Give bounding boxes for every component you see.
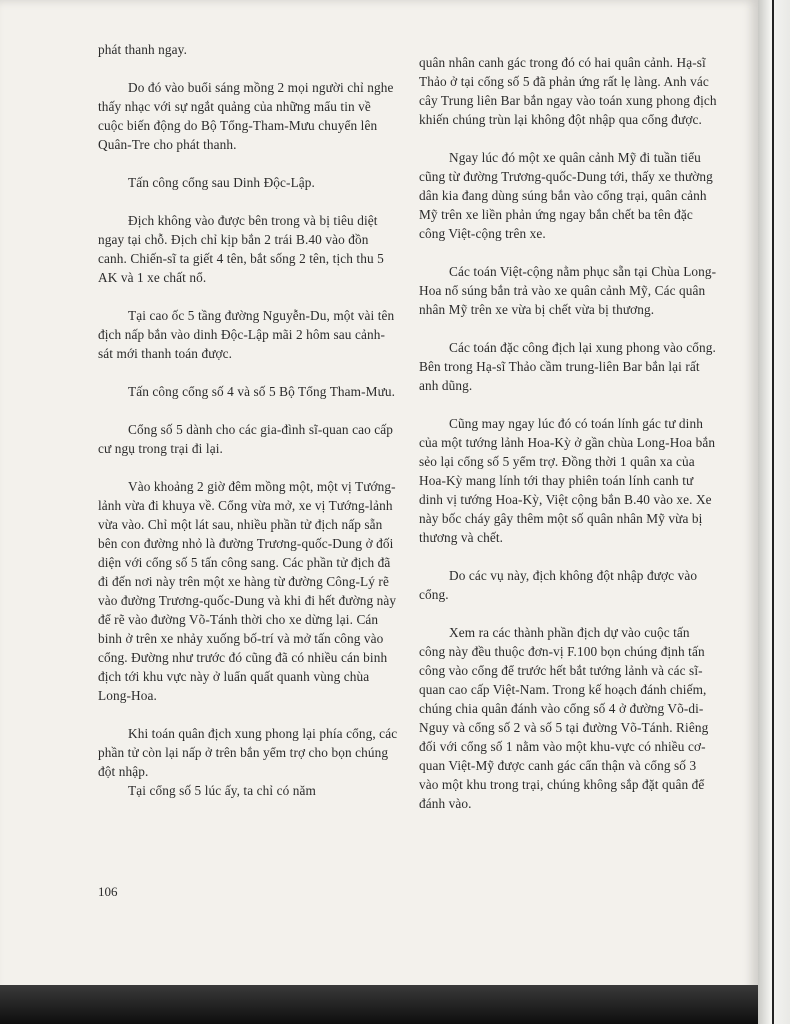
paragraph: Các toán Việt-cộng nằm phục sẵn tại Chùa Long-Hoa nổ súng bắn trả vào xe quân cảnh Mỹ, Các quân nhân Mỹ trên xe vừa bị chết vừa bị thương. xyxy=(419,264,717,317)
paragraph: Tại cổng số 5 lúc ấy, ta chỉ có năm xyxy=(128,783,316,798)
paragraph: Các toán đặc công địch lại xung phong vào cổng. Bên trong Hạ-sĩ Thảo cầm trung-liên Bar bắn lại rất anh dũng. xyxy=(419,340,716,393)
paragraph: quân nhân canh gác trong đó có hai quân cảnh. Hạ-sĩ Thảo ở tại cổng số 5 đã phản ứng rất lẹ làng. Anh vác cây Trung liên Bar bắn ngay vào toán xung phong địch khiến chúng trùn lại không đột nhập qua cổng được. xyxy=(419,55,717,127)
page-number: 106 xyxy=(98,884,118,899)
paragraph: Xem ra các thành phần địch dự vào cuộc tấn công này đều thuộc đơn-vị F.100 bọn chúng định tấn công vào cổng để trước hết bắt tướng lảnh và các sĩ-quan cao cấp Việt-Nam. Trong kế hoạch đánh chiếm, chúng chia quân đánh vào cổng số 4 ở đường Võ-di-Nguy và cổng số 2 và số 5 tại đường Võ-Tánh. Riêng đối với cổng số 1 nằm vào một khu-vực có nhiều cơ-quan Việt-Mỹ được canh gác cẩn thận và cổng số 3 vào một khu trong trại, chúng không sắp đặt quân để đánh vào. xyxy=(419,625,709,811)
paragraph: Ngay lúc đó một xe quân cảnh Mỹ đi tuần tiểu cũng từ đường Trương-quốc-Dung tới, thấy xe thường dân kia đang dùng súng bắn vào cổng trại, quân cảnh Mỹ trên xe liền phản ứng ngay bắn chết ba tên đặc công Việt-cộng trên xe. xyxy=(419,150,713,241)
left-text-column xyxy=(98,40,398,819)
paragraph: Tại cao ốc 5 tầng đường Nguyễn-Du, một vài tên địch nấp bắn vào dinh Độc-Lập mãi 2 hôm sau cảnh-sát mới thanh toán được. xyxy=(98,308,395,361)
paragraph: Do đó vào buổi sáng mồng 2 mọi người chỉ nghe thấy nhạc với sự ngắt quảng của những mẩu tin về cuộc biến động do Bộ Tổng-Tham-Mưu chuyển lên Quân-Tre cho phát thanh. xyxy=(98,80,394,152)
paragraph: Cũng may ngay lúc đó có toán lính gác tư dinh của một tướng lảnh Hoa-Kỳ ở gần chùa Long-Hoa bắn sẻo lại cổng số 5 yểm trợ. Đồng thời 1 quân xa của Hoa-Kỳ mang lính tới thay phiên toán lính canh tư dinh vị tướng Hoa-Kỳ, Việt cộng bắn B.40 vào xe. Xe này bốc cháy gây thêm một số quân nhân Mỹ vừa bị thương và chết. xyxy=(419,416,716,545)
paragraph: phát thanh ngay. xyxy=(98,42,187,57)
next-page-edge xyxy=(758,0,790,1024)
section-heading: Tấn công cổng sau Dinh Độc-Lập. xyxy=(128,175,315,190)
paragraph: Vào khoảng 2 giờ đêm mồng một, một vị Tướng-lảnh vừa đi khuya về. Cổng vừa mở, xe vị Tướng-lảnh vừa vào. Chỉ một lát sau, nhiều phần tử địch nấp sẵn bên con đường nhỏ là đường Trương-quốc-Dung ở đối diện với cổng số 5 tấn công sang. Các phần tử địch đã đi đến nơi này trên một xe hàng từ đường Công-Lý rẽ vào đường Trương-quốc-Dung và khi đi hết đường này để rẽ vào đường Võ-Tánh thời cho xe dừng lại. Cán binh ở trên xe nhảy xuống bố-trí và mở tấn công vào cổng. Đường như trước đó cũng đã có nhiều cán binh địch tới khu vực này ở luẩn quất quanh vùng chùa Long-Hoa. xyxy=(98,479,397,703)
page-divider xyxy=(772,0,774,1024)
paragraph: Cổng số 5 dành cho các gia-đình sĩ-quan cao cấp cư ngụ trong trại đi lại. xyxy=(98,422,394,456)
paragraph: Địch không vào được bên trong và bị tiêu diệt ngay tại chỗ. Địch chỉ kịp bắn 2 trái B.40 vào đồn canh. Chiến-sĩ ta giết 4 tên, bắt sống 2 tên, tịch thu 5 AK và 1 xe chất nổ. xyxy=(98,213,384,285)
section-heading: Tấn công cổng số 4 và số 5 Bộ Tổng Tham-Mưu. xyxy=(128,384,396,399)
right-text-column xyxy=(419,53,719,832)
scan-shadow xyxy=(0,985,758,1024)
paragraph: Do các vụ này, địch không đột nhập được vào cổng. xyxy=(419,568,698,602)
paragraph: Khi toán quân địch xung phong lại phía cổng, các phần tử còn lại nấp ở trên bắn yểm trợ cho bọn chúng đột nhập. xyxy=(98,726,398,779)
